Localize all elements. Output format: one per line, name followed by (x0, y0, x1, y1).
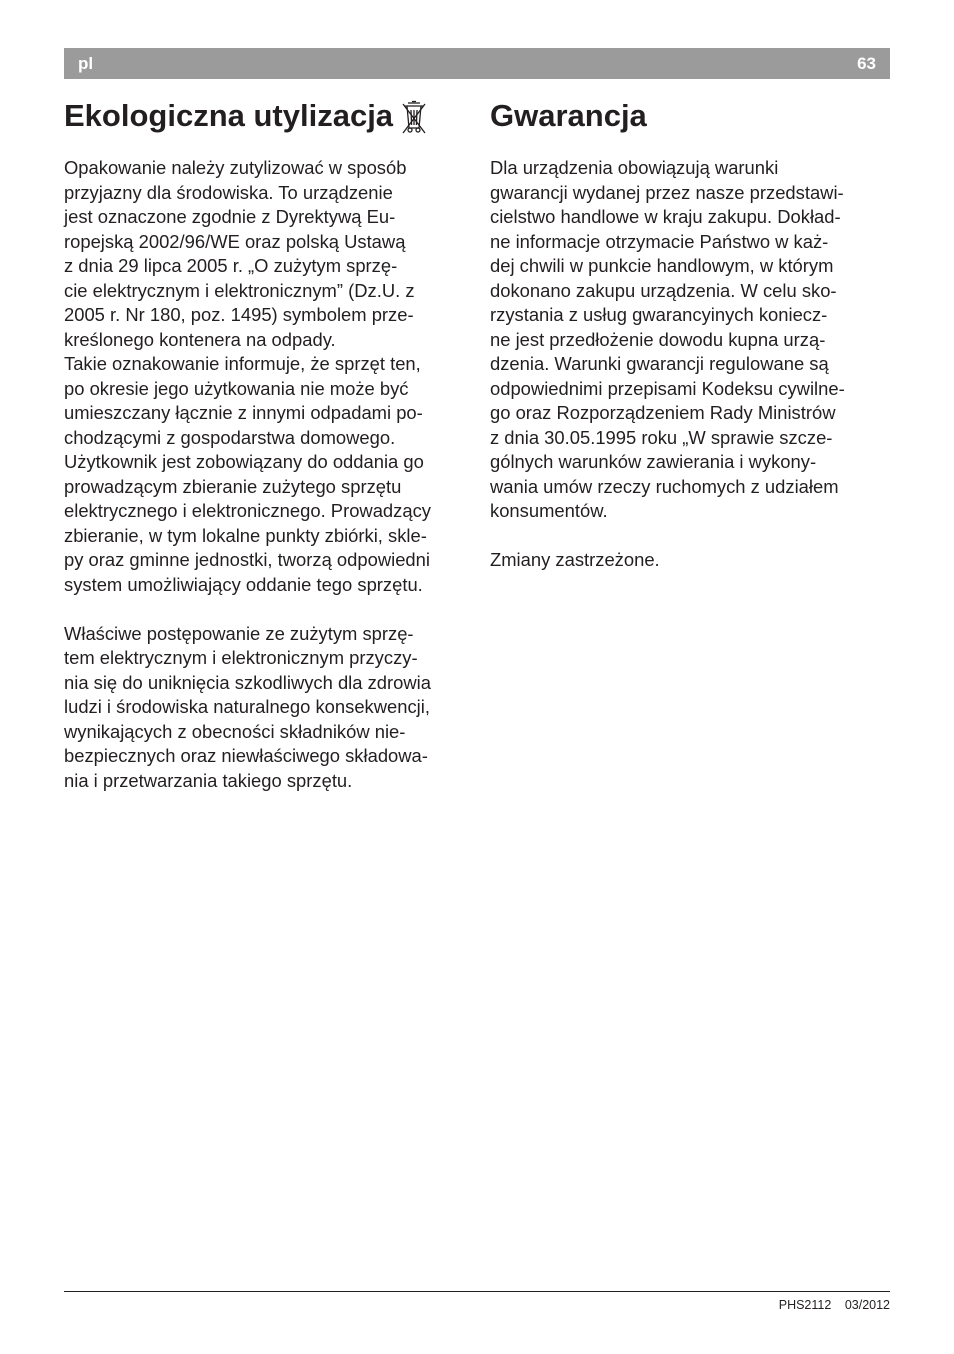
footer (779, 1298, 890, 1312)
right-column (490, 96, 890, 573)
disposal-title: Ekologiczna utylizacja (64, 98, 394, 133)
text-line: wynikających z obecności składników nie- (64, 720, 406, 742)
text-line: po okresie jego użytkowania nie może być (64, 377, 409, 399)
text-line: gwarancji wydanej przez nasze przedstawi- (490, 181, 844, 203)
text-line: jest oznaczone zgodnie z Dyrektywą Eu- (64, 206, 396, 227)
text-line: gólnych warunków zawierania i wykony- (490, 451, 817, 472)
text-line: wania umów rzeczy ruchomych z udziałem (490, 475, 839, 497)
text-line: system umożliwiający oddanie tego sprzętu. (64, 573, 423, 595)
warranty-title: Gwarancja (490, 98, 647, 133)
text-line: Zmiany zastrzeżone. (490, 549, 660, 570)
text-line: dej chwili w punkcie handlowym, w którym (490, 255, 834, 276)
text-line: Użytkownik jest zobowiązany do oddania go (64, 451, 424, 472)
text-line: nia i przetwarzania takiego sprzętu. (64, 769, 353, 791)
text-line: elektrycznego i elektronicznego. Prowadzący (64, 500, 431, 521)
left-heading (64, 96, 469, 140)
paragraph (490, 156, 890, 524)
text-line: umieszczany łącznie z innymi odpadami po- (64, 402, 423, 423)
right-body-text (490, 156, 890, 573)
text-line: cie elektrycznym i elektronicznym” (Dz.U. z (64, 279, 415, 301)
text-line: Opakowanie należy zutylizować w sposób (64, 157, 407, 178)
text-line: cielstwo handlowe w kraju zakupu. Dokład- (490, 206, 841, 227)
text-line: rzystania z usług gwarancyinych koniecz- (490, 304, 828, 325)
text-line: kreślonego kontenera na odpady. (64, 328, 336, 350)
text-line: py oraz gminne jednostki, tworzą odpowiedni (64, 549, 430, 570)
text-line: chodzącymi z gospodarstwa domowego. (64, 426, 396, 448)
text-line: ne jest przedłożenie dowodu kupna urzą- (490, 328, 826, 350)
model-number: PHS2112 (778, 1298, 832, 1312)
paragraph-gap (64, 597, 469, 622)
header-bar (64, 48, 890, 79)
crossed-out-wheelie-bin-icon (401, 100, 427, 136)
text-line: bezpiecznych oraz niewłaściwego składowa- (64, 745, 428, 766)
text-line: ropejską 2002/96/WE oraz polską Ustawą (64, 230, 406, 252)
text-line: tem elektrycznym i elektronicznym przyczy- (64, 647, 418, 668)
text-line: z dnia 29 lipca 2005 r. „O zużytym sprzę- (64, 255, 398, 276)
text-line: prowadzącym zbieranie zużytego sprzętu (64, 475, 402, 497)
text-line: odpowiednimi przepisami Kodeksu cywilne- (490, 377, 845, 399)
left-body-text (64, 156, 469, 793)
language-code: pl (78, 54, 94, 73)
page-number: 63 (857, 54, 876, 73)
text-line: ne informacje otrzymacie Państwo w każ- (490, 230, 829, 252)
text-line: z dnia 30.05.1995 roku „W sprawie szcze- (490, 426, 833, 448)
paragraph (64, 156, 469, 597)
text-line: dokonano zakupu urządzenia. W celu sko- (490, 279, 837, 301)
text-line: Takie oznakowanie informuje, że sprzęt ten, (64, 353, 421, 374)
text-line: przyjazny dla środowiska. To urządzenie (64, 181, 393, 203)
text-line: nia się do uniknięcia szkodliwych dla zdrowia (64, 671, 431, 693)
text-line: ludzi i środowiska naturalnego konsekwencji, (64, 696, 430, 717)
text-line: zbieranie, w tym lokalne punkty zbiórki, skle- (64, 524, 427, 546)
text-line: konsumentów. (490, 500, 608, 521)
paragraph (490, 548, 890, 573)
text-line: Właściwe postępowanie ze zużytym sprzę- (64, 622, 414, 644)
footer-divider (64, 1291, 890, 1292)
left-column (64, 96, 469, 793)
text-line: 2005 r. Nr 180, poz. 1495) symbolem prze- (64, 304, 414, 325)
paragraph-gap (490, 524, 890, 549)
text-line: dzenia. Warunki gwarancji regulowane są (490, 353, 829, 374)
print-date: 03/2012 (844, 1298, 890, 1312)
text-line: go oraz Rozporządzeniem Rady Ministrów (490, 402, 836, 423)
paragraph (64, 622, 469, 794)
text-line: Dla urządzenia obowiązują warunki (490, 157, 779, 178)
